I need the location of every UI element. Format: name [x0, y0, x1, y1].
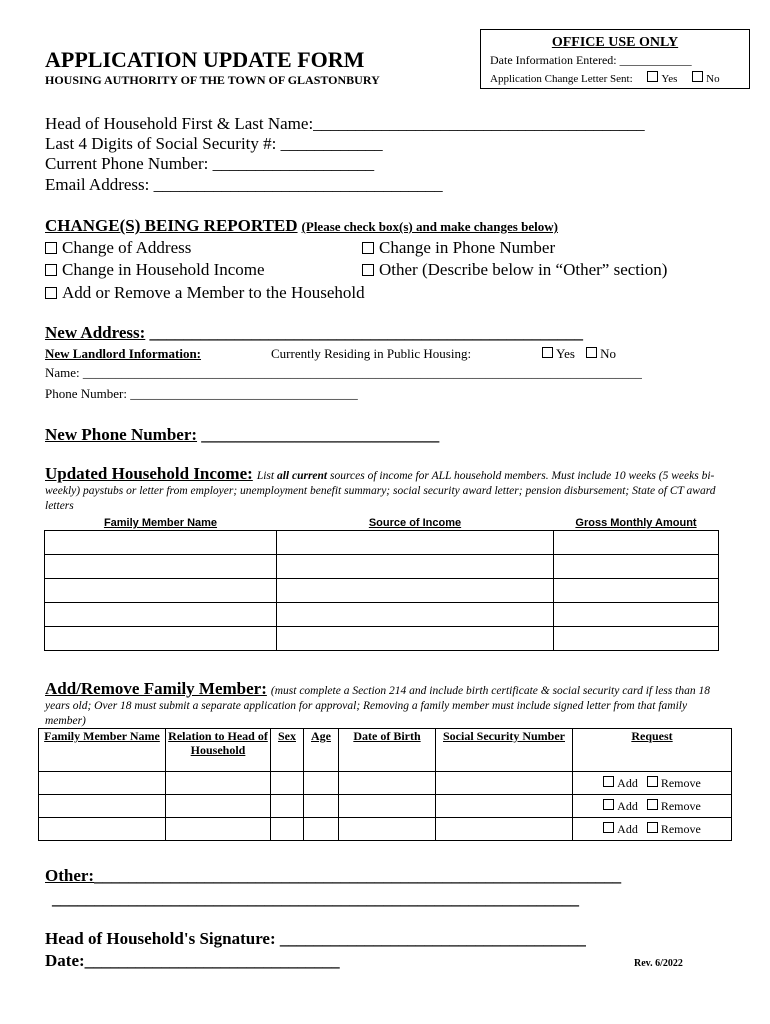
no-label: No [600, 346, 617, 361]
head-name-field[interactable]: Head of Household First & Last Name:_______________________________________ [45, 114, 645, 133]
table-cell[interactable] [554, 579, 719, 603]
form-title: APPLICATION UPDATE FORM [45, 47, 365, 72]
letter-sent-label: Application Change Letter Sent: [490, 73, 633, 85]
income-label: Updated Household Income: [45, 464, 253, 483]
new-phone-line[interactable]: ____________________________ [201, 425, 440, 444]
change-member-checkbox[interactable] [45, 287, 57, 299]
table-cell[interactable] [339, 818, 436, 841]
table-cell[interactable] [554, 603, 719, 627]
changes-heading-row [45, 216, 558, 236]
family-note: (must complete a Section 214 and include birth certificate & social security card if less than 18 years old; Over 18 must submit a separate application for approval; Removing a family member must include signed letter from that family member) [45, 685, 710, 727]
new-phone-row[interactable] [45, 425, 439, 445]
table-cell[interactable] [277, 603, 554, 627]
public-housing-label: Currently Residing in Public Housing: [271, 346, 472, 361]
col-family-member-name: Family Member Name [39, 729, 166, 772]
new-landlord-label: New Landlord Information: [45, 346, 202, 361]
income-note: List all current sources of income for ALL household members. Must include 10 weeks (5 weeks bi-weekly) paystubs or letter from employer; unemployment benefit summary; social security award letter; pension disbursement; State of CT award letters [45, 470, 716, 512]
family-label: Add/Remove Family Member: [45, 679, 267, 698]
change-other-label: Other (Describe below in “Other” section) [379, 260, 668, 279]
changes-heading: CHANGE(S) BEING REPORTED [45, 216, 298, 235]
no-label: No [706, 73, 720, 85]
public-housing-no-checkbox[interactable] [586, 347, 597, 358]
change-phone-label: Change in Phone Number [379, 238, 556, 257]
request-cell [573, 772, 732, 795]
change-income-label: Change in Household Income [62, 260, 265, 279]
request-cell [573, 795, 732, 818]
yes-label: Yes [661, 73, 678, 85]
table-cell[interactable] [271, 772, 304, 795]
date-field[interactable]: Date:______________________________ [45, 951, 340, 970]
table-cell[interactable] [436, 818, 573, 841]
col-age: Age [304, 729, 339, 772]
col-sex: Sex [271, 729, 304, 772]
signature-field[interactable]: Head of Household's Signature: ____________________________________ [45, 929, 586, 948]
date-entered-field[interactable]: Date Information Entered: ____________ [490, 53, 692, 67]
table-row [45, 603, 719, 627]
remove-checkbox[interactable] [647, 822, 658, 833]
request-cell [573, 818, 732, 841]
new-address-line[interactable]: ___________________________________________________ [149, 323, 584, 342]
other-line-1[interactable]: ______________________________________________________________ [94, 866, 622, 885]
form-subtitle: HOUSING AUTHORITY OF THE TOWN OF GLASTONBURY [45, 73, 380, 87]
table-cell[interactable] [277, 579, 554, 603]
col-family-member-name: Family Member Name [103, 517, 218, 529]
table-row [39, 818, 732, 841]
add-checkbox[interactable] [603, 822, 614, 833]
other-line-2[interactable]: ______________________________________________________________ [52, 889, 579, 908]
table-cell[interactable] [271, 818, 304, 841]
change-address-option[interactable] [45, 238, 191, 258]
change-other-checkbox[interactable] [362, 264, 374, 276]
table-cell[interactable] [45, 627, 277, 651]
add-checkbox[interactable] [603, 776, 614, 787]
table-cell[interactable] [39, 795, 166, 818]
table-cell[interactable] [45, 579, 277, 603]
changes-heading-note: (Please check box(s) and make changes below) [301, 219, 558, 234]
family-table-header [39, 729, 732, 772]
change-other-option[interactable] [362, 260, 667, 280]
office-use-box [480, 29, 750, 89]
add-label: Add [617, 775, 638, 790]
yes-label: Yes [556, 346, 575, 361]
table-cell[interactable] [166, 818, 271, 841]
revision-label: Rev. 6/2022 [634, 958, 683, 969]
col-ssn: Social Security Number [436, 729, 573, 772]
family-table [38, 728, 732, 841]
table-cell[interactable] [554, 555, 719, 579]
col-source-of-income: Source of Income [368, 517, 462, 529]
table-cell[interactable] [339, 772, 436, 795]
table-cell[interactable] [39, 772, 166, 795]
remove-checkbox[interactable] [647, 776, 658, 787]
table-row [45, 579, 719, 603]
table-cell[interactable] [554, 531, 719, 555]
table-cell[interactable] [45, 603, 277, 627]
new-phone-label: New Phone Number: [45, 425, 198, 444]
table-row [39, 795, 732, 818]
table-cell[interactable] [39, 818, 166, 841]
letter-sent-no-checkbox[interactable] [692, 71, 703, 82]
table-cell[interactable] [271, 795, 304, 818]
income-table-header [45, 516, 719, 531]
table-cell[interactable] [166, 795, 271, 818]
col-gross-monthly-amount: Gross Monthly Amount [575, 517, 697, 529]
table-cell[interactable] [277, 555, 554, 579]
income-table [44, 516, 719, 651]
remove-label: Remove [660, 798, 701, 813]
public-housing-yes-checkbox[interactable] [542, 347, 553, 358]
public-housing-options [542, 346, 616, 362]
table-cell[interactable] [45, 555, 277, 579]
table-row [45, 531, 719, 555]
office-use-title: OFFICE USE ONLY [551, 35, 679, 50]
change-phone-option[interactable] [362, 238, 555, 258]
remove-checkbox[interactable] [647, 799, 658, 810]
table-cell[interactable] [166, 772, 271, 795]
table-cell[interactable] [304, 818, 339, 841]
add-label: Add [617, 821, 638, 836]
table-cell[interactable] [436, 795, 573, 818]
ssn-field[interactable]: Last 4 Digits of Social Security #: ____________ [45, 134, 383, 153]
table-cell[interactable] [277, 627, 554, 651]
table-cell[interactable] [554, 627, 719, 651]
table-cell[interactable] [339, 795, 436, 818]
change-member-option[interactable] [45, 283, 365, 303]
remove-label: Remove [660, 775, 701, 790]
col-request: Request [573, 729, 732, 772]
change-phone-checkbox[interactable] [362, 242, 374, 254]
other-row[interactable] [45, 866, 621, 886]
email-field[interactable]: Email Address: __________________________________ [45, 175, 443, 194]
table-cell[interactable] [304, 795, 339, 818]
col-date-of-birth: Date of Birth [339, 729, 436, 772]
table-cell[interactable] [436, 772, 573, 795]
other-label: Other: [45, 866, 95, 885]
add-label: Add [617, 798, 638, 813]
landlord-phone-field[interactable]: Phone Number: ___________________________________ [45, 386, 358, 401]
remove-label: Remove [660, 821, 701, 836]
change-income-option[interactable] [45, 260, 265, 280]
table-row [45, 555, 719, 579]
letter-sent-yes-checkbox[interactable] [647, 71, 658, 82]
table-cell[interactable] [45, 531, 277, 555]
family-section-header [45, 679, 725, 728]
income-section-header [45, 464, 725, 513]
change-address-label: Change of Address [62, 238, 192, 257]
change-address-checkbox[interactable] [45, 242, 57, 254]
new-address-row[interactable] [45, 323, 583, 343]
table-cell[interactable] [304, 772, 339, 795]
new-address-label: New Address: [45, 323, 146, 342]
table-row [39, 772, 732, 795]
phone-field[interactable]: Current Phone Number: ___________________ [45, 154, 375, 173]
table-cell[interactable] [277, 531, 554, 555]
letter-sent-row [490, 71, 720, 85]
col-relation: Relation to Head of Household [166, 729, 271, 772]
landlord-name-field[interactable]: Name: ______________________________________________________________________________________ [45, 365, 642, 380]
change-member-label: Add or Remove a Member to the Household [62, 283, 365, 302]
table-row [45, 627, 719, 651]
add-checkbox[interactable] [603, 799, 614, 810]
change-income-checkbox[interactable] [45, 264, 57, 276]
